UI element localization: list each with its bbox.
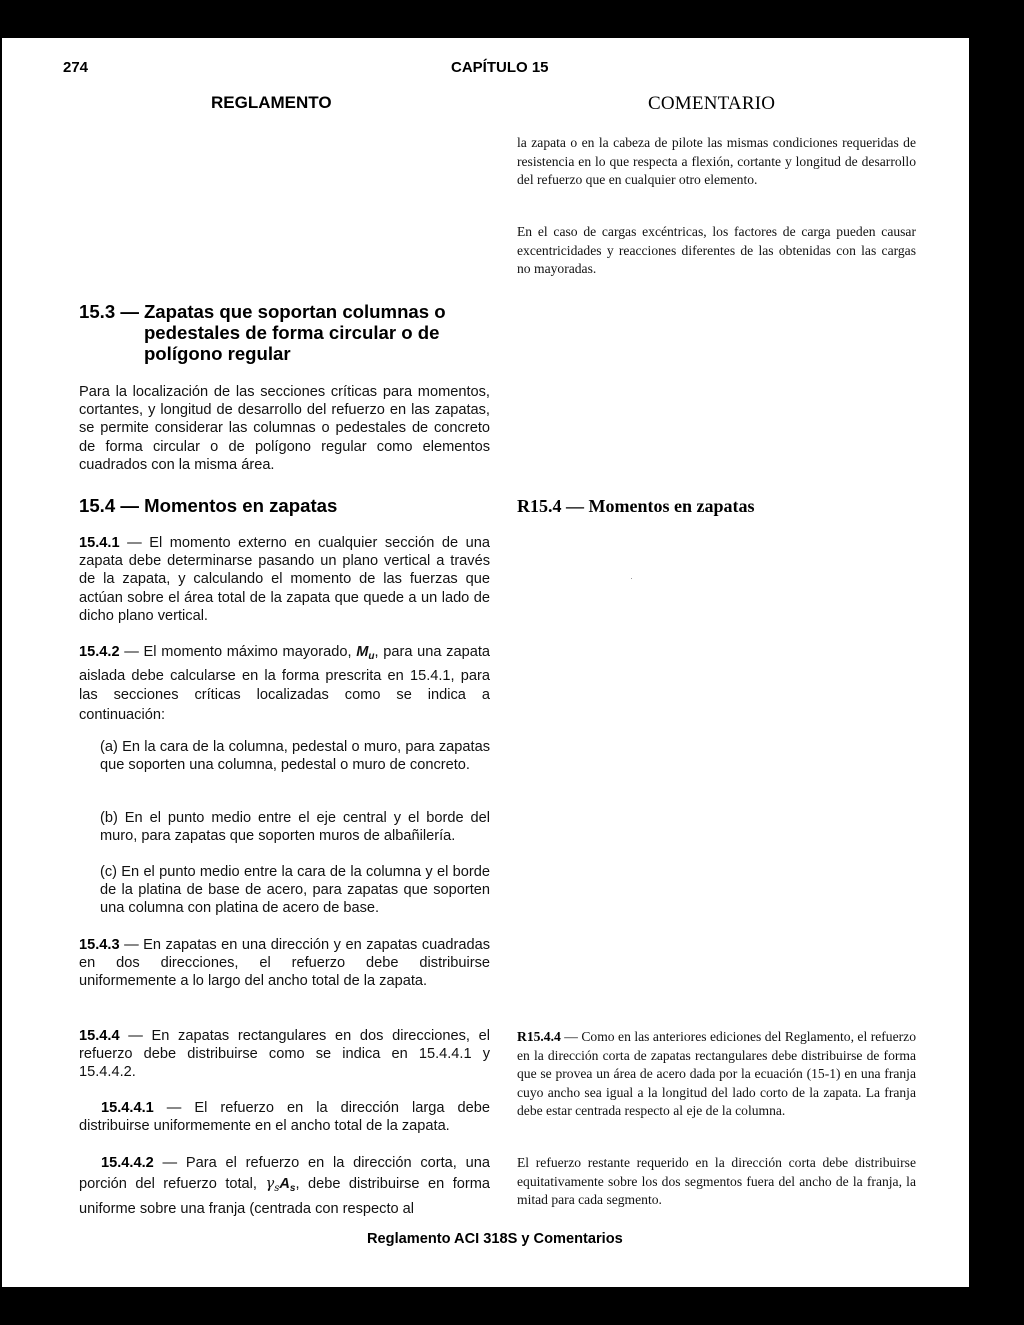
reglamento-column-title: REGLAMENTO bbox=[211, 93, 332, 112]
clause-text: — Para el refuerzo en la dirección corta, una porción del refuerzo total, bbox=[79, 1155, 490, 1192]
scan-speck bbox=[631, 578, 632, 579]
clause-number: R15.4.4 bbox=[517, 1029, 561, 1044]
clause-text: — El momento máximo mayorado, bbox=[119, 644, 357, 660]
clause-number: 15.4.1 bbox=[79, 535, 120, 551]
list-item-a: (a) En la cara de la columna, pedestal o muro, para zapatas que soporten una columna, pedestal o muro de concreto. bbox=[100, 739, 490, 774]
commentary-15-4-heading: R15.4 — Momentos en zapatas bbox=[517, 496, 755, 516]
section-15-3 bbox=[79, 301, 490, 364]
clause-15-4-4-2 bbox=[79, 1153, 490, 1220]
gamma-s-symbol: $\gamma_s$ bbox=[265, 1174, 280, 1194]
clause-text: — El momento externo en cualquier sección de una zapata debe determinarse pasando un plano vertical a través de la zapata, y calculando el momento de las fuerzas que actúan sobre el área total de la zapata que quede a un lado de dicho plano vertical. bbox=[79, 535, 490, 624]
commentary-r15-4-4 bbox=[517, 1028, 916, 1121]
section-15-3-heading bbox=[79, 301, 490, 364]
clause-number: 15.4.4 bbox=[79, 1028, 120, 1044]
clause-text: , para una zapata aislada debe calcularse en la forma prescrita en 15.4.1, para las secciones críticas localizadas como se indica a continuación: bbox=[79, 644, 490, 723]
clause-15-4-4-1 bbox=[79, 1099, 490, 1135]
section-number: 15.3 — bbox=[79, 301, 139, 322]
commentary-paragraph: En el caso de cargas excéntricas, los factores de carga pueden causar excentricidades y reacciones diferentes de las obtenidas con las cargas no mayoradas. bbox=[517, 224, 916, 277]
list-item-b: (b) En el punto medio entre el eje central y el borde del muro, para zapatas que soporten muros de albañilería. bbox=[100, 810, 490, 845]
clause-text: , debe distribuirse en forma uniforme sobre una franja (centrada con respecto al bbox=[79, 1175, 490, 1217]
list-item-c: (c) En el punto medio entre la cara de la columna y el borde de la platina de base de acero, para zapatas que soporten una columna con platina de acero de base. bbox=[100, 864, 490, 917]
chapter-title: CAPÍTULO 15 bbox=[451, 59, 549, 76]
clause-15-4-4 bbox=[79, 1027, 490, 1082]
clause-text: — Como en las anteriores ediciones del Reglamento, el refuerzo en la dirección corta de zapatas rectangulares debe distribuirse de forma que se provea un área de acero dada por la ecuación (15-1) en una franja cuyo ancho sea igual a la longitud del lado corto de la zapata. La franja debe estar centrada respecto al eje de la columna. bbox=[517, 1029, 916, 1119]
clause-number: 15.4.2 bbox=[79, 644, 120, 660]
steel-area-symbol: $A_s$ bbox=[279, 1175, 296, 1194]
clause-text: — El refuerzo en la dirección larga debe distribuirse uniformemente en el ancho total de la zapata. bbox=[79, 1100, 490, 1135]
section-title: Zapatas que soportan columnas o pedestales de forma circular o de polígono regular bbox=[143, 301, 446, 364]
clause-number: 15.4.3 bbox=[79, 937, 120, 953]
commentary-top-block-2 bbox=[517, 223, 916, 279]
clause-15-4-3 bbox=[79, 936, 490, 991]
commentary-paragraph: la zapata o en la cabeza de pilote las mismas condiciones requeridas de resistencia en lo que respecta a flexión, cortante y longitud de desarrollo del refuerzo que en cualquier otro elemento. bbox=[517, 135, 916, 188]
document-page bbox=[2, 38, 969, 1287]
section-15-4-heading: 15.4 — Momentos en zapatas bbox=[79, 495, 338, 516]
commentary-top-block bbox=[517, 134, 916, 190]
page-footer: Reglamento ACI 318S y Comentarios bbox=[367, 1231, 623, 1247]
clause-number: 15.4.4.1 bbox=[101, 1100, 154, 1116]
commentary-r15-4-4-continued: El refuerzo restante requerido en la dirección corta debe distribuirse equitativamente sobre los dos segmentos fuera del ancho de la franja, la mitad para cada segmento. bbox=[517, 1155, 916, 1208]
factored-moment-symbol: $M_u$ bbox=[356, 644, 375, 662]
clause-15-4-2 bbox=[79, 643, 490, 725]
clause-15-4-1 bbox=[79, 534, 490, 625]
clause-text: — En zapatas en una dirección y en zapatas cuadradas en dos direcciones, el refuerzo debe distribuirse uniformemente a lo largo del ancho total de la zapata. bbox=[79, 937, 490, 990]
clause-number: 15.4.4.2 bbox=[101, 1155, 154, 1171]
clause-text: — En zapatas rectangulares en dos direcciones, el refuerzo debe distribuirse como se indica en 15.4.4.1 y 15.4.4.2. bbox=[79, 1028, 490, 1081]
comentario-column-title: COMENTARIO bbox=[648, 93, 776, 114]
section-15-3-body bbox=[79, 383, 490, 474]
body-paragraph: Para la localización de las secciones críticas para momentos, cortantes, y longitud de desarrollo del refuerzo en las zapatas, se permite considerar las columnas o pedestales de concreto de forma circular o de polígono regular como elementos cuadrados con la misma área. bbox=[79, 384, 490, 473]
page-number: 274 bbox=[63, 59, 89, 76]
